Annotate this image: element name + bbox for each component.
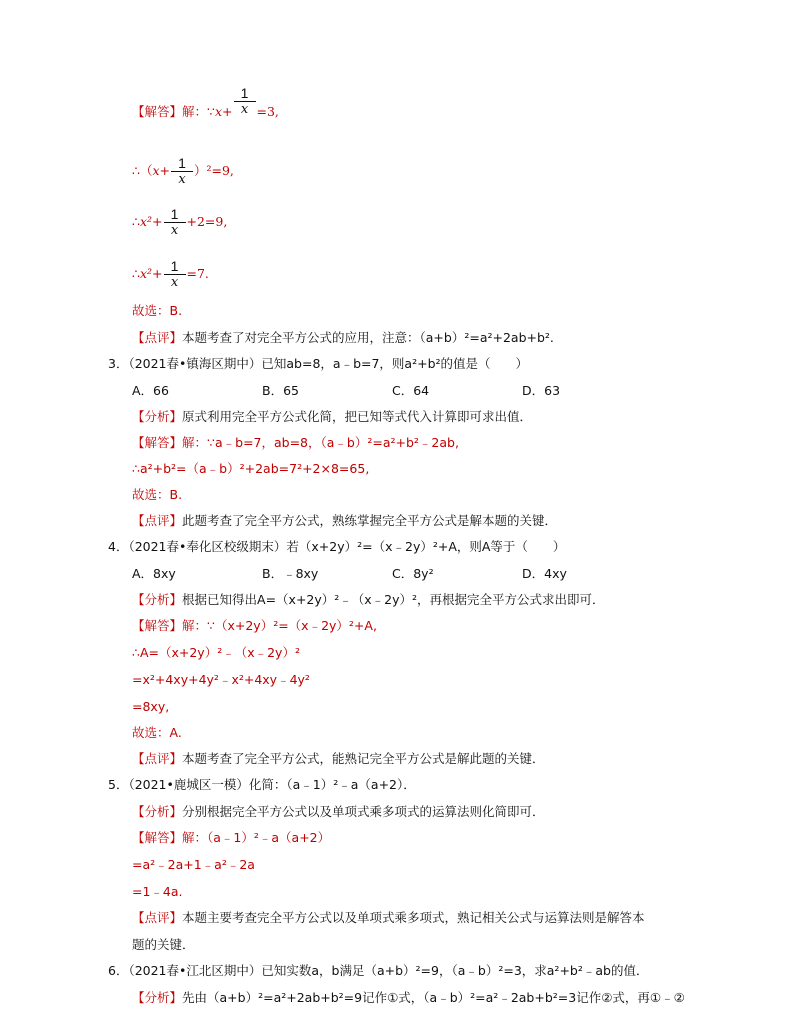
choice-line: 故选：B. xyxy=(132,303,183,318)
question-3: 3．（2021春•镇海区期中）已知ab=8，a﹣b=7，则a²+b²的值是（ ） xyxy=(108,356,529,371)
fraction-1-over-x: $\frac{1}{x}$ xyxy=(164,207,186,238)
fraction-1-over-x: $\frac{1}{x}$ xyxy=(234,86,256,117)
q3-solution-2: ∴a²+b²=（a﹣b）²+2ab=7²+2×8=65, xyxy=(132,461,370,476)
q4-solution-4: =8xy, xyxy=(132,699,170,714)
question-4-options xyxy=(132,566,652,582)
q5-solution-2: =a²﹣2a+1﹣a²﹣2a xyxy=(132,857,255,872)
q6-analysis: 【分析】先由（a+b）²=a²+2ab+b²=9记作①式，（a﹣b）²=a²﹣2ab+b²=3记作②式，再①﹣② xyxy=(132,990,685,1005)
option-c: C．8y² xyxy=(392,566,434,581)
q5-solution-3: =1﹣4a. xyxy=(132,884,183,899)
option-a: A．66 xyxy=(132,383,169,398)
q4-solution-3: =x²+4xy+4y²﹣x²+4xy﹣4y² xyxy=(132,672,310,687)
q5-comment-2: 题的关键． xyxy=(132,937,195,952)
option-a: A．8xy xyxy=(132,566,176,581)
q5-solution-1: 【解答】解：（a﹣1）²﹣a（a+2） xyxy=(132,830,331,845)
question-5: 5．（2021•鹿城区一模）化简：（a﹣1）²﹣a（a+2）． xyxy=(108,777,416,792)
solution-line-2: ∴（x+ $\frac{1}{x}$ ）²=9, xyxy=(132,155,234,187)
q5-analysis: 【分析】分别根据完全平方公式以及单项式乘多项式的运算法则化简即可． xyxy=(132,804,545,819)
option-d: D．4xy xyxy=(522,566,567,581)
option-c: C．64 xyxy=(392,383,430,398)
solution-line-4: ∴x²+ $\frac{1}{x}$ =7. xyxy=(132,258,209,290)
q4-solution-1: 【解答】解：∵（x+2y）²=（x﹣2y）²+A, xyxy=(132,618,377,633)
q4-solution-2: ∴A=（x+2y）²﹣（x﹣2y）² xyxy=(132,645,300,660)
question-4: 4．（2021春•奉化区校级期末）若（x+2y）²=（x﹣2y）²+A，则A等于（ ） xyxy=(108,539,566,554)
comment-line: 【点评】本题考查了对完全平方公式的应用，注意：（a+b）²=a²+2ab+b². xyxy=(132,330,554,345)
q4-solution-5: 故选：A. xyxy=(132,725,182,740)
solution-line-3: ∴x²+ $\frac{1}{x}$ +2=9, xyxy=(132,206,228,238)
question-6: 6．（2021春•江北区期中）已知实数a，b满足（a+b）²=9，（a﹣b）²=3，求a²+b²﹣ab的值． xyxy=(108,963,649,978)
q5-comment-1: 【点评】本题主要考查完全平方公式以及单项式乘多项式，熟记相关公式与运算法则是解答本 xyxy=(132,910,645,925)
option-b: B．﹣8xy xyxy=(262,566,319,581)
fraction-1-over-x: $\frac{1}{x}$ xyxy=(164,259,186,290)
q3-solution-3: 故选：B. xyxy=(132,487,183,502)
solution-tag: 【解答】 xyxy=(132,104,183,119)
solution-line-1: 【解答】解：∵x+ $\frac{1}{x}$ =3, xyxy=(132,85,279,119)
q3-solution-1: 【解答】解：∵a﹣b=7，ab=8，（a﹣b）²=a²+b²﹣2ab, xyxy=(132,435,459,450)
option-d: D．63 xyxy=(522,383,561,398)
q4-analysis: 【分析】根据已知得出A=（x+2y）²﹣（x﹣2y）²，再根据完全平方公式求出即可． xyxy=(132,592,605,607)
q4-comment: 【点评】本题考查了完全平方公式，能熟记完全平方公式是解此题的关键． xyxy=(132,751,545,766)
q3-analysis: 【分析】原式利用完全平方公式化简，把已知等式代入计算即可求出值． xyxy=(132,409,533,424)
question-3-options xyxy=(132,383,652,399)
option-b: B．65 xyxy=(262,383,299,398)
q3-comment: 【点评】此题考查了完全平方公式，熟练掌握完全平方公式是解本题的关键． xyxy=(132,513,558,528)
fraction-1-over-x: $\frac{1}{x}$ xyxy=(171,156,193,187)
